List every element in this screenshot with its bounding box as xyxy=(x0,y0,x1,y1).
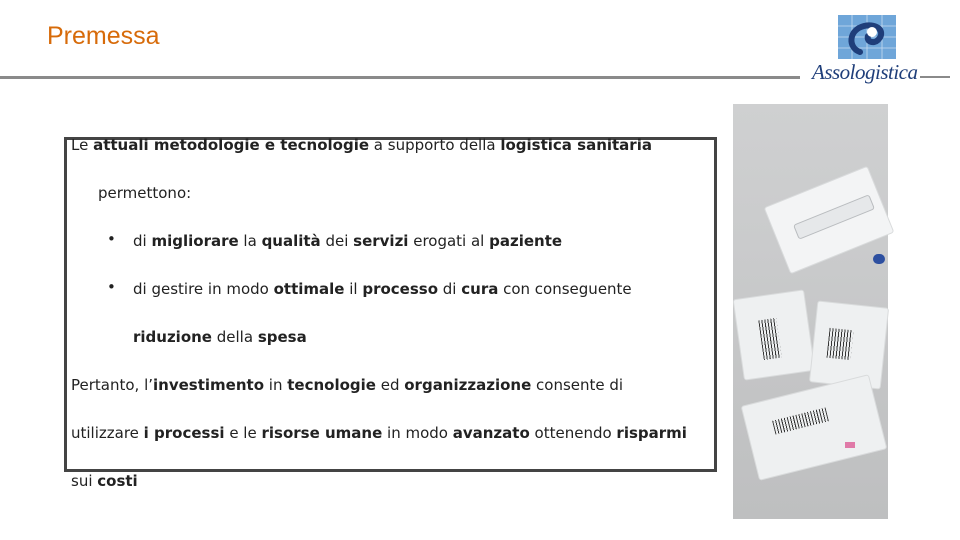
title-divider xyxy=(0,76,800,79)
text-line-4: utilizzare i processi e le risorse umane in modo avanzato ottenendo risparmi xyxy=(71,424,687,442)
text-line-5: sui costi xyxy=(71,472,138,490)
bullet-item-2-continuation: riduzione della spesa xyxy=(133,328,307,346)
package-3 xyxy=(741,374,888,481)
bullet-item-2: di gestire in modo ottimale il processo di cura con conseguente xyxy=(133,280,632,298)
text-line-3: Pertanto, l’investimento in tecnologie ed organizzazione consente di xyxy=(71,376,624,394)
bullet-icon: • xyxy=(107,278,116,296)
barcode-2 xyxy=(826,328,853,360)
pink-marker xyxy=(845,442,855,448)
blue-cap xyxy=(873,254,885,264)
text-line-1: Le attuali metodologie e tecnologie a supporto della logistica sanitaria xyxy=(71,136,652,154)
text-line-2: permettono: xyxy=(98,184,192,202)
logo-underline xyxy=(920,76,950,78)
slide-title: Premessa xyxy=(47,22,160,50)
bullet-item-1: di migliorare la qualità dei servizi erogati al paziente xyxy=(133,232,563,250)
logo-wordmark: Assologistica xyxy=(812,60,918,84)
medical-packaging-photo xyxy=(733,104,888,519)
bullet-icon: • xyxy=(107,230,116,248)
